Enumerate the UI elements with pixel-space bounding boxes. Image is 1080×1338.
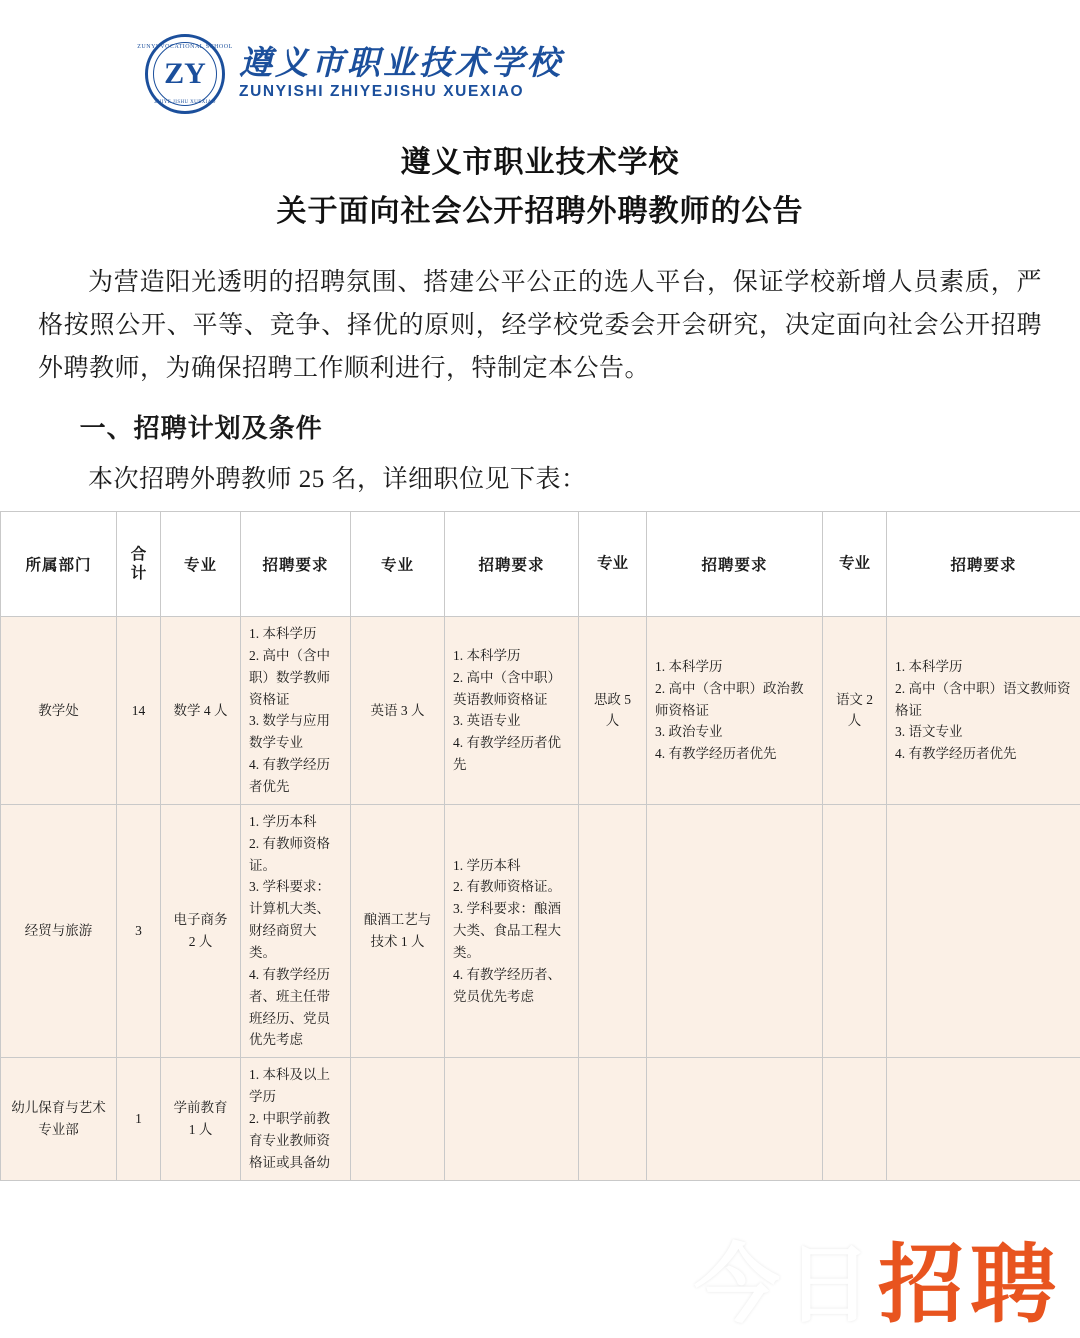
cell-requirement-1: 1. 本科及以上学历 2. 中职学前教育专业教师资格证或具备幼 (241, 1058, 351, 1180)
recruitment-plan-table (0, 511, 1080, 1181)
seal-top-text: ZUNYI VOCATIONAL SCHOOL (137, 44, 233, 50)
cell-major-4 (823, 804, 887, 1057)
cell-major-1: 数学 4 人 (161, 617, 241, 805)
table-row (1, 617, 1080, 805)
cell-major-1: 学前教育 1 人 (161, 1058, 241, 1180)
cell-total: 14 (117, 617, 161, 805)
cell-requirement-1: 1. 本科学历 2. 高中（含中职）数学教师资格证 3. 数学与应用数学专业 4. 有教学经历者优先 (241, 617, 351, 805)
page-title-line-1: 遵义市职业技术学校 (400, 146, 680, 179)
document-body (0, 261, 1080, 495)
cell-requirement-3 (647, 1058, 823, 1180)
logo-name-pinyin: ZUNYISHI ZHIYEJISHU XUEXIAO (239, 83, 525, 101)
cell-requirement-1: 1. 学历本科 2. 有教师资格证。 3. 学科要求：计算机大类、财经商贸大类。 4. 有教学经历者、班主任带班经历、党员优先考虑 (241, 804, 351, 1057)
column-header-requirement-2: 招聘要求 (445, 512, 579, 617)
cell-department: 幼儿保育与艺术专业部 (1, 1058, 117, 1180)
cell-major-1: 电子商务 2 人 (161, 804, 241, 1057)
column-header-requirement-4: 招聘要求 (887, 512, 1080, 617)
section-heading-1: 一、招聘计划及条件 (79, 413, 323, 443)
column-header-major-3: 专业 (579, 512, 647, 617)
watermark (694, 1237, 1062, 1333)
column-header-major-4: 专业 (823, 512, 887, 617)
column-header-department: 所属部门 (1, 512, 117, 617)
cell-total: 3 (117, 804, 161, 1057)
cell-major-3: 思政 5 人 (579, 617, 647, 805)
cell-major-4: 语文 2 人 (823, 617, 887, 805)
school-seal-icon (137, 34, 233, 114)
table-row (1, 1058, 1080, 1180)
watermark-part-2: 招聘 (878, 1237, 1062, 1333)
cell-department: 教学处 (1, 617, 117, 805)
cell-requirement-3 (647, 804, 823, 1057)
intro-paragraph: 为营造阳光透明的招聘氛围、搭建公平公正的选人平台，保证学校新增人员素质，严格按照公开、平等、竞争、择优的原则，经学校党委会开会研究，决定面向社会公开招聘外聘教师，为确保招聘工作顺利进行，特制定本公告。 (38, 269, 1042, 382)
cell-requirement-4 (887, 1058, 1080, 1180)
seal-monogram: ZY (164, 57, 206, 90)
column-header-total: 合计 (117, 512, 161, 617)
watermark-part-1: 今日 (694, 1237, 878, 1333)
cell-requirement-3: 1. 本科学历 2. 高中（含中职）政治教师资格证 3. 政治专业 4. 有教学经历者优先 (647, 617, 823, 805)
cell-requirement-2: 1. 学历本科 2. 有教师资格证。 3. 学科要求：酿酒大类、食品工程大类。 4. 有教学经历者、党员优先考虑 (445, 804, 579, 1057)
cell-major-2: 英语 3 人 (351, 617, 445, 805)
cell-total: 1 (117, 1058, 161, 1180)
cell-requirement-2 (445, 1058, 579, 1180)
column-header-requirement-1: 招聘要求 (241, 512, 351, 617)
column-header-requirement-3: 招聘要求 (647, 512, 823, 617)
cell-major-3 (579, 804, 647, 1057)
column-header-major-1: 专业 (161, 512, 241, 617)
cell-department: 经贸与旅游 (1, 804, 117, 1057)
page-title (60, 140, 1020, 235)
table-body (1, 617, 1080, 1181)
cell-requirement-4: 1. 本科学历 2. 高中（含中职）语文教师资格证 3. 语文专业 4. 有教学经历者优先 (887, 617, 1080, 805)
cell-major-2 (351, 1058, 445, 1180)
cell-major-4 (823, 1058, 887, 1180)
seal-bottom-text: ZHIYE JISHU XUEXIAO (154, 100, 216, 105)
cell-requirement-2: 1. 本科学历 2. 高中（含中职）英语教师资格证 3. 英语专业 4. 有教学经历者优先 (445, 617, 579, 805)
section-lead-1: 本次招聘外聘教师 25 名，详细职位见下表： (88, 466, 587, 493)
cell-requirement-4 (887, 804, 1080, 1057)
table-header-row (1, 512, 1080, 617)
logo-wordmark (239, 47, 563, 102)
cell-major-2: 酿酒工艺与技术 1 人 (351, 804, 445, 1057)
page-title-line-2: 关于面向社会公开招聘外聘教师的公告 (276, 194, 804, 228)
logo-name-cn: 遵义市职业技术学校 (239, 45, 563, 82)
school-logo (0, 0, 1080, 114)
table-row (1, 804, 1080, 1057)
column-header-major-2: 专业 (351, 512, 445, 617)
cell-major-3 (579, 1058, 647, 1180)
